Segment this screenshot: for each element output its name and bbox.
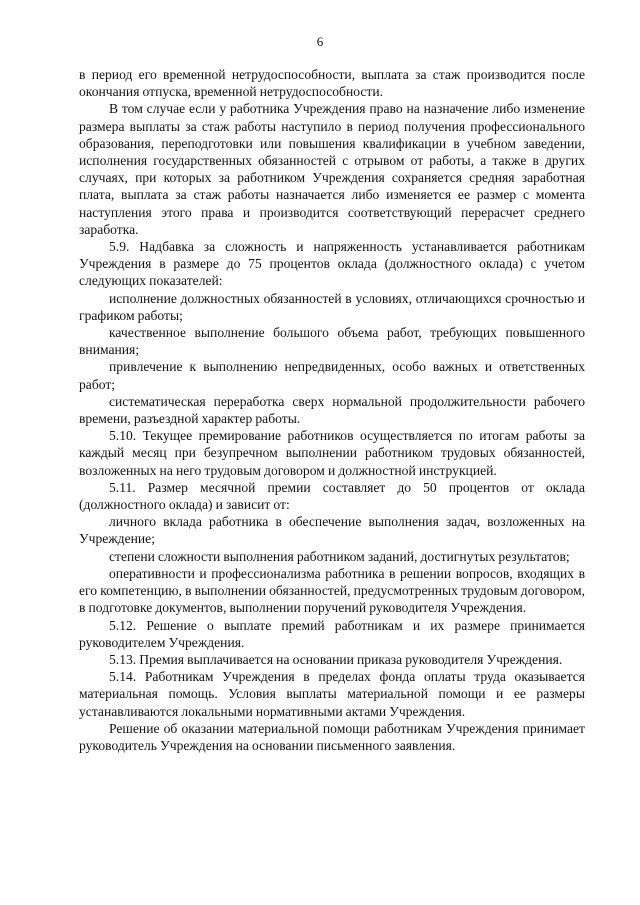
- paragraph-5-9-item-4: систематическая переработка сверх нормальной продолжительности рабочего времени, разъездной характер работы.: [79, 393, 585, 427]
- document-body: [79, 66, 585, 754]
- paragraph-5-9-item-3: привлечение к выполнению непредвиденных, особо важных и ответственных работ;: [79, 359, 585, 392]
- paragraph-5-9-item-1: исполнение должностных обязанностей в условиях, отличающихся срочностью и графиком работы;: [79, 290, 585, 323]
- paragraph-5-13: 5.13. Премия выплачивается на основании приказа руководителя Учреждения.: [109, 651, 563, 667]
- paragraph-5-10: 5.10. Текущее премирование работников осуществляется по итогам работы за каждый месяц при безупречном выполнении работником трудовых обязанностей, возложенных на него трудовым договором и должностной инструкцией.: [79, 428, 585, 478]
- paragraph-5-14: 5.14. Работникам Учреждения в пределах фонда оплаты труда оказывается материальная помощь. Условия выплаты материальной помощи и ее размеры устанавливаются локальными нормативными актами Учреждения.: [79, 669, 585, 719]
- paragraph-5-11-item-2: степени сложности выполнения работником заданий, достигнутых результатов;: [109, 548, 570, 564]
- paragraph-5-12: 5.12. Решение о выплате премий работникам и их размере принимается руководителем Учреждения.: [79, 617, 585, 650]
- paragraph-5-11-item-3: оперативности и профессионализма работника в решении вопросов, входящих в его компетенцию, в выполнении обязанностей, предусмотренных трудовым договором, в подготовке документов, выполнении поручений руководителя Учреждения.: [79, 565, 585, 616]
- paragraph-5-9-item-2: качественное выполнение большого объема работ, требующих повышенного внимания;: [79, 325, 585, 358]
- paragraph-stazh-recalculation: В том случае если у работника Учреждения право на назначение либо изменение размера выплаты за стаж работы наступило в период получения профессионального образования, переподготовки или повышения квалификации в учебном заведении, исполнения государственных обязанностей с отрывом от работы, а также в других случаях, при которых за работником Учреждения сохраняется средняя заработная плата, выплата за стаж работы назначается либо изменяется ее размер с момента наступления этого права и производится соответствующий перерасчет среднего заработка.: [79, 101, 585, 237]
- paragraph-5-11: 5.11. Размер месячной премии составляет до 50 процентов от оклада (должностного оклада) и зависит от:: [79, 479, 585, 513]
- paragraph-stazh-continuation: в период его временной нетрудоспособности, выплата за стаж производится после окончания отпуска, временной нетрудоспособности.: [79, 67, 585, 100]
- paragraph-material-aid-decision: Решение об оказании материальной помощи работникам Учреждения принимает руководитель Учреждения на основании письменного заявления.: [79, 720, 585, 753]
- page-number: 6: [316, 34, 324, 49]
- paragraph-5-11-item-1: личного вклада работника в обеспечение выполнения задач, возложенных на Учреждение;: [79, 514, 585, 547]
- paragraph-5-9: 5.9. Надбавка за сложность и напряженность устанавливается работникам Учреждения в размере до 75 процентов оклада (должностного оклада) с учетом следующих показателей:: [79, 239, 585, 289]
